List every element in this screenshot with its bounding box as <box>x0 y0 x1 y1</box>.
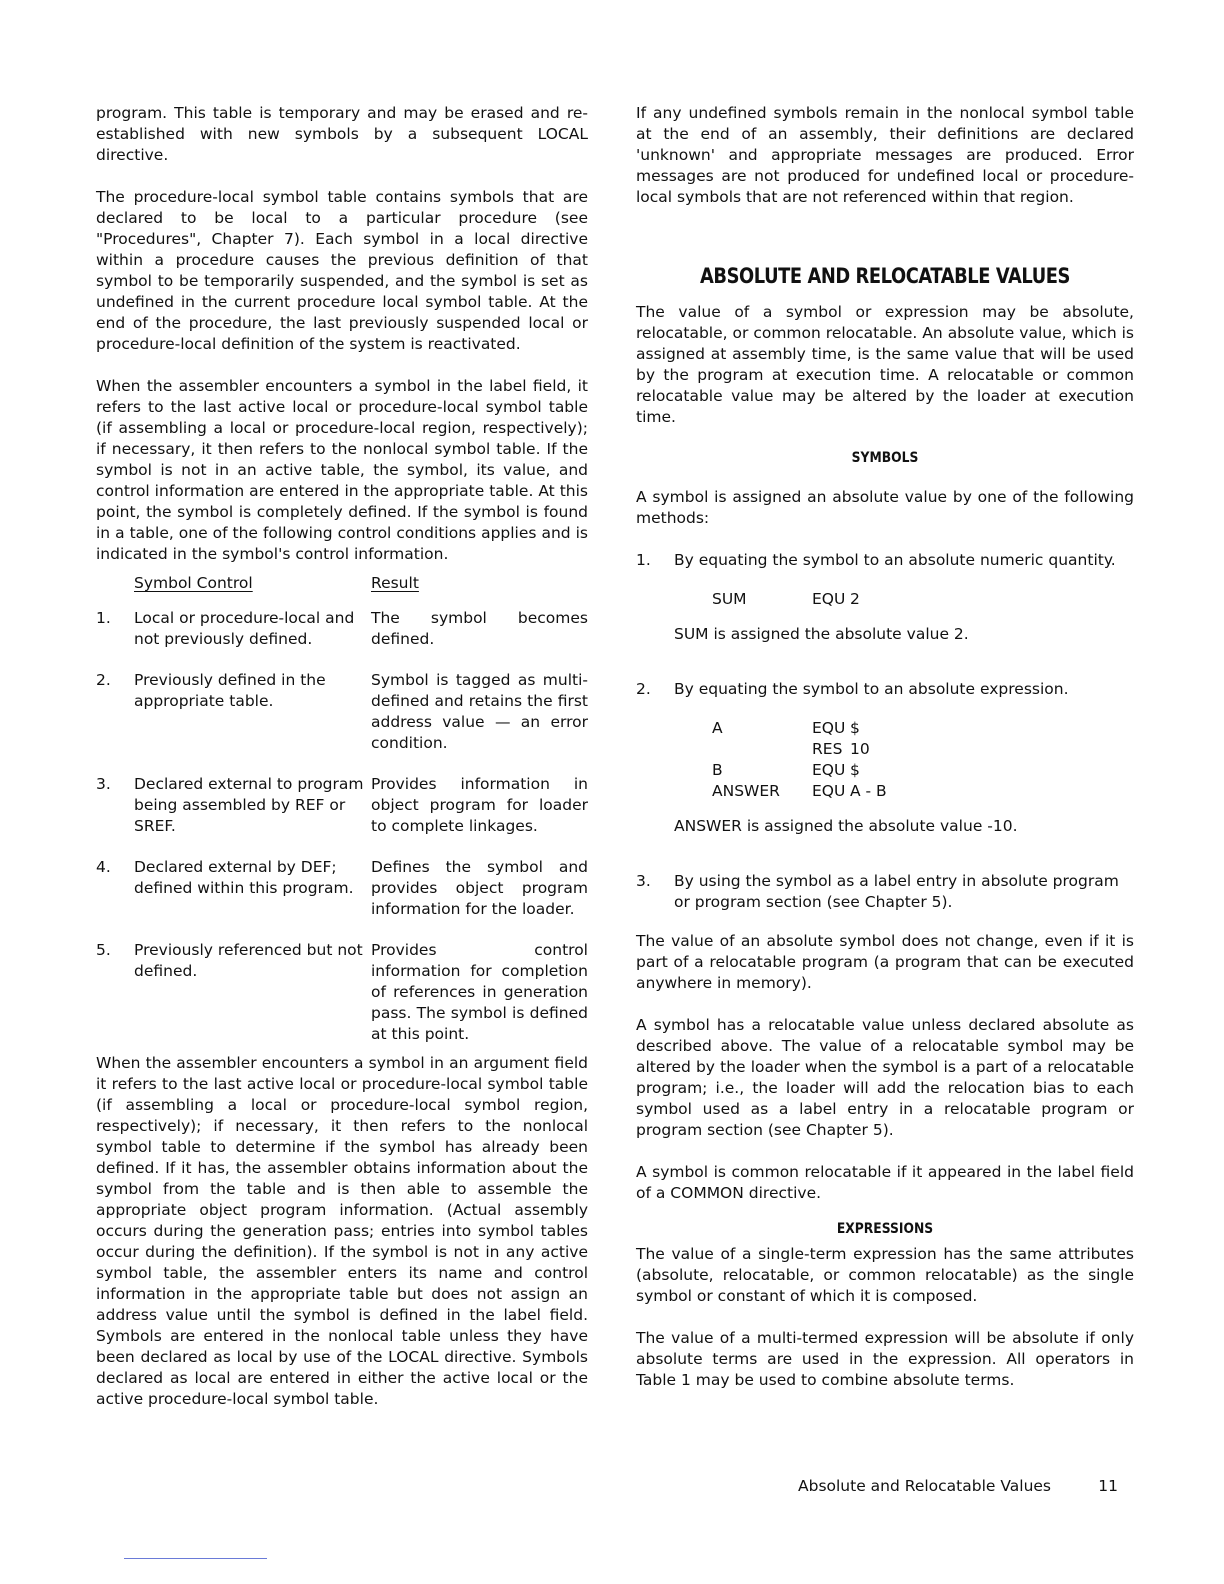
code-operand: $ <box>850 719 860 737</box>
page-number: 11 <box>1098 1477 1118 1495</box>
code-line <box>712 781 1134 802</box>
method-item <box>636 550 1134 571</box>
code-op: RES <box>812 740 843 758</box>
left-column <box>96 103 588 1410</box>
row-result: Provides information in object program for loader to complete linkages. <box>371 775 588 835</box>
code-operand: 2 <box>850 590 860 608</box>
table-row <box>96 670 588 754</box>
method-text: By using the symbol as a label entry in absolute program or program section (see Chapter 5). <box>674 872 1119 911</box>
row-result: Provides control information for completion of references in generation pass. The symbol is defined at this point. <box>371 941 588 1043</box>
row-number: 5. <box>96 941 111 959</box>
subsection-heading: SYMBOLS <box>851 450 919 466</box>
code-operand: 10 <box>850 740 870 758</box>
code-op: EQU <box>812 590 846 608</box>
paragraph: When the assembler encounters a symbol in an argument field it refers to the last active local or procedure-local symbol table (if assembling a local or procedure-local symbol region, respectively); if necessary, it then refers to the nonlocal symbol table to determine if the symbol has already been defined. If it has, the assembler obtains information about the symbol from the table and is then able to assemble the appropriate object program information. (Actual assembly occurs during the generation pass; entries into symbol tables occur during the definition). If the symbol is not in any active symbol table, the assembler enters its name and control information in the appropriate table but does not assign an address value until the symbol is defined in the label field. Symbols are entered in the nonlocal table unless they have been declared as local by use of the LOCAL directive. Symbols declared as local are entered in either the active local or the active procedure-local symbol table. <box>96 1054 588 1408</box>
row-number: 1. <box>96 609 111 627</box>
code-op: EQU <box>812 719 846 737</box>
paragraph: The value of a symbol or expression may be absolute, relocatable, or common relocatable. An absolute value, which is assigned at assembly time, is the same value that will be used by the program at execution time. A relocatable or common relocatable value may be altered by the loader at execution time. <box>636 303 1134 426</box>
paragraph: A symbol is assigned an absolute value by one of the following methods: <box>636 488 1134 527</box>
code-line <box>712 739 1134 760</box>
method-text: By equating the symbol to an absolute expression. <box>674 680 1069 698</box>
row-condition: Previously defined in the appropriate table. <box>134 671 326 710</box>
divider-line <box>124 1558 267 1559</box>
paragraph: If any undefined symbols remain in the nonlocal symbol table at the end of an assembly, their definitions are declared 'unknown' and appropriate messages are produced. Error messages are not produced for undefined local or procedure-local symbols that are not referenced within that region. <box>636 104 1134 206</box>
code-example <box>712 589 1134 610</box>
row-result: The symbol becomes defined. <box>371 609 588 648</box>
code-label: ANSWER <box>712 782 780 800</box>
paragraph: A symbol is common relocatable if it appeared in the label field of a COMMON directive. <box>636 1163 1134 1202</box>
table-row <box>96 857 588 920</box>
table-row <box>96 608 588 650</box>
paragraph: When the assembler encounters a symbol in the label field, it refers to the last active local or procedure-local symbol table (if assembling a local or procedure-local region, respectively); if necessary, it then refers to the nonlocal symbol table. If the symbol is not in an active table, the symbol, its value, and control information are entered in the appropriate table. At this point, the symbol is completely defined. If the symbol is found in a table, one of the following control conditions applies and is indicated in the symbol's control information. <box>96 377 588 563</box>
control-table-header <box>96 573 588 594</box>
code-example <box>712 718 1134 802</box>
code-line <box>712 718 1134 739</box>
method-item <box>636 871 1134 913</box>
code-op: EQU <box>812 761 846 779</box>
row-result: Defines the symbol and provides object program information for the loader. <box>371 858 588 918</box>
method-number: 1. <box>636 551 651 569</box>
code-label <box>712 739 812 760</box>
code-line <box>712 589 1134 610</box>
paragraph: A symbol has a relocatable value unless declared absolute as described above. The value of a relocatable symbol may be altered by the loader when the symbol is a part of a relocatable program; i.e., the loader will add the relocation bias to each symbol used as a label entry in a relocatable program or program section (see Chapter 5). <box>636 1016 1134 1139</box>
right-column <box>636 103 1134 1391</box>
method-item <box>636 679 1134 700</box>
row-condition: Previously referenced but not defined. <box>134 941 363 980</box>
table-row <box>96 774 588 837</box>
example-note: ANSWER is assigned the absolute value -10. <box>674 817 1018 835</box>
paragraph: program. This table is temporary and may be erased and re-established with new symbols by a subsequent LOCAL directive. <box>96 104 588 164</box>
example-note: SUM is assigned the absolute value 2. <box>674 625 969 643</box>
code-label: SUM <box>712 590 747 608</box>
method-number: 2. <box>636 680 651 698</box>
code-op: EQU <box>812 782 846 800</box>
paragraph: The value of an absolute symbol does not change, even if it is part of a relocatable program (a program that can be executed anywhere in memory). <box>636 932 1134 992</box>
paragraph: The value of a single-term expression has the same attributes (absolute, relocatable, or common relocatable) as the single symbol or constant of which it is composed. <box>636 1245 1134 1305</box>
row-condition: Declared external to program being assembled by REF or SREF. <box>134 775 364 835</box>
row-number: 3. <box>96 775 111 793</box>
subsection-heading: EXPRESSIONS <box>836 1221 934 1237</box>
code-operand: $ <box>850 761 860 779</box>
row-condition: Local or procedure-local and not previously defined. <box>134 609 355 648</box>
row-number: 2. <box>96 671 111 689</box>
column-header-control: Symbol Control <box>134 574 253 592</box>
code-operand: A - B <box>850 782 887 800</box>
code-label: B <box>712 761 723 779</box>
footer-title: Absolute and Relocatable Values <box>798 1477 1052 1495</box>
code-line <box>712 760 1134 781</box>
method-text: By equating the symbol to an absolute numeric quantity. <box>674 551 1116 569</box>
row-number: 4. <box>96 858 111 876</box>
paragraph: The value of a multi-termed expression will be absolute if only absolute terms are used in the expression. All operators in Table 1 may be used to combine absolute terms. <box>636 1329 1134 1389</box>
page-footer <box>798 1476 1118 1497</box>
method-number: 3. <box>636 872 651 890</box>
code-label: A <box>712 719 723 737</box>
row-result: Symbol is tagged as multi-defined and retains the first address value — an error condition. <box>371 671 588 752</box>
row-condition: Declared external by DEF; defined within this program. <box>134 858 354 897</box>
column-header-result: Result <box>371 574 419 592</box>
table-row <box>96 940 588 1045</box>
section-heading: ABSOLUTE AND RELOCATABLE VALUES <box>700 264 1070 288</box>
paragraph: The procedure-local symbol table contains symbols that are declared to be local to a particular procedure (see "Procedures", Chapter 7). Each symbol in a local directive within a procedure causes the previous definition of that symbol to be temporarily suspended, and the symbol is set as undefined in the current procedure local symbol table. At the end of the procedure, the last previously suspended local or procedure-local definition of the system is reactivated. <box>96 188 588 353</box>
